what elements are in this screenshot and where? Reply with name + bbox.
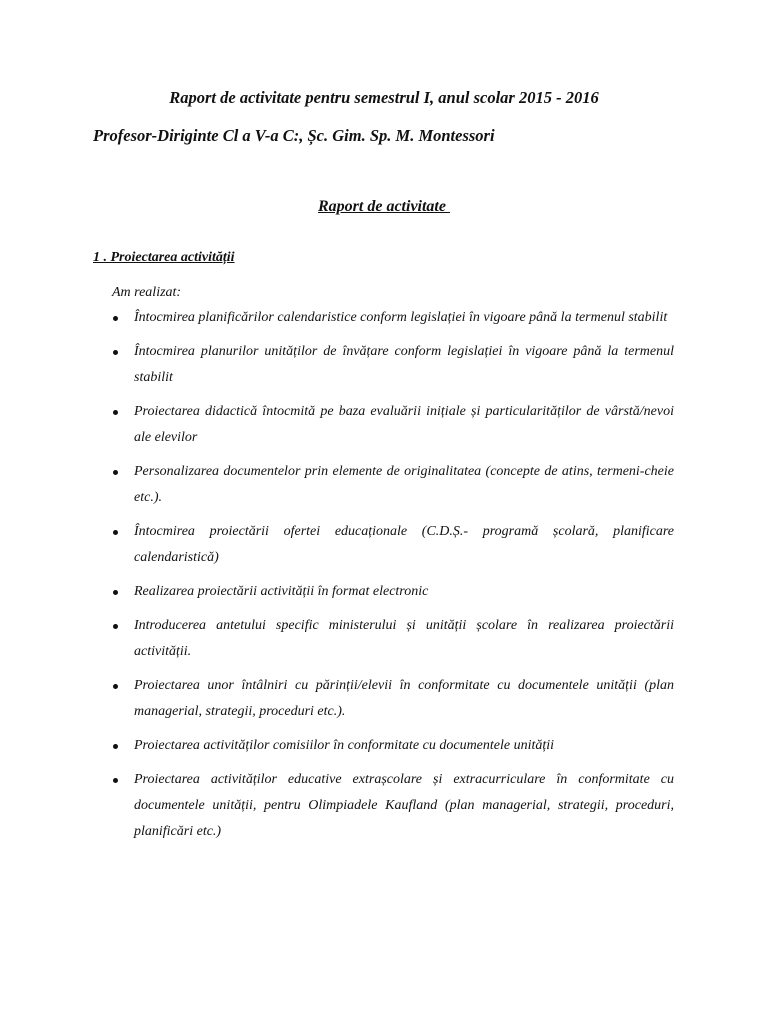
bullet-icon (113, 470, 118, 475)
bullet-icon (113, 744, 118, 749)
list-item (112, 733, 674, 759)
list-item-text: Personalizarea documentelor prin elemente de originalitatea (concepte de atins, termeni-cheie etc.). (134, 464, 674, 505)
document-subtitle: Profesor-Diriginte Cl a V-a C:, Șc. Gim. Sp. M. Montessori (93, 126, 495, 145)
bullet-icon (113, 350, 118, 355)
list-item (112, 399, 674, 451)
list-item (112, 673, 674, 725)
list-item (112, 519, 674, 571)
bullet-icon (113, 410, 118, 415)
list-item-text: Întocmirea proiectării ofertei educaționale (C.D.Ș.- programă școlară, planificare calendaristică) (134, 524, 674, 565)
bullet-icon (113, 590, 118, 595)
list-item-text: Proiectarea unor întâlniri cu părinții/elevii în conformitate cu documentele unității (plan managerial, strategii, proceduri etc.). (134, 678, 674, 719)
list-item-text: Proiectarea activităților comisiilor în conformitate cu documentele unității (134, 738, 555, 753)
bullet-icon (113, 316, 118, 321)
list-item (112, 305, 674, 331)
list-item-text: Realizarea proiectării activității în format electronic (134, 584, 429, 599)
intro-text: Am realizat: (112, 285, 182, 300)
list-item (112, 613, 674, 665)
report-heading (0, 195, 768, 219)
bullet-icon (113, 530, 118, 535)
list-item-text: Introducerea antetului specific ministerului și unității școlare în realizarea proiectării activității. (134, 618, 674, 659)
list-item (112, 767, 674, 845)
bullet-icon (113, 778, 118, 783)
list-item-text: Proiectarea activităților educative extrașcolare și extracurriculare în conformitate cu documentele unității, pentru Olimpiadele Kaufland (plan managerial, strategii, proceduri, planificări etc.) (134, 772, 674, 839)
list-item-text: Întocmirea planificărilor calendaristice conform legislației în vigoare până la termenul stabilit (134, 310, 668, 325)
list-item (112, 339, 674, 391)
report-heading-text: Raport de activitate (318, 198, 450, 215)
list-item (112, 459, 674, 511)
list-item (112, 579, 674, 605)
bullet-icon (113, 624, 118, 629)
list-item-text: Proiectarea didactică întocmită pe baza evaluării inițiale și particularităților de vârstă/nevoi ale elevilor (134, 404, 674, 445)
bullet-icon (113, 684, 118, 689)
section-title: 1 . Proiectarea activității (93, 250, 235, 265)
list-item-text: Întocmirea planurilor unităților de învățare conform legislației în vigoare până la termenul stabilit (134, 344, 674, 385)
activity-list (112, 305, 674, 853)
document-title: Raport de activitate pentru semestrul I, anul scolar 2015 - 2016 (169, 88, 599, 107)
